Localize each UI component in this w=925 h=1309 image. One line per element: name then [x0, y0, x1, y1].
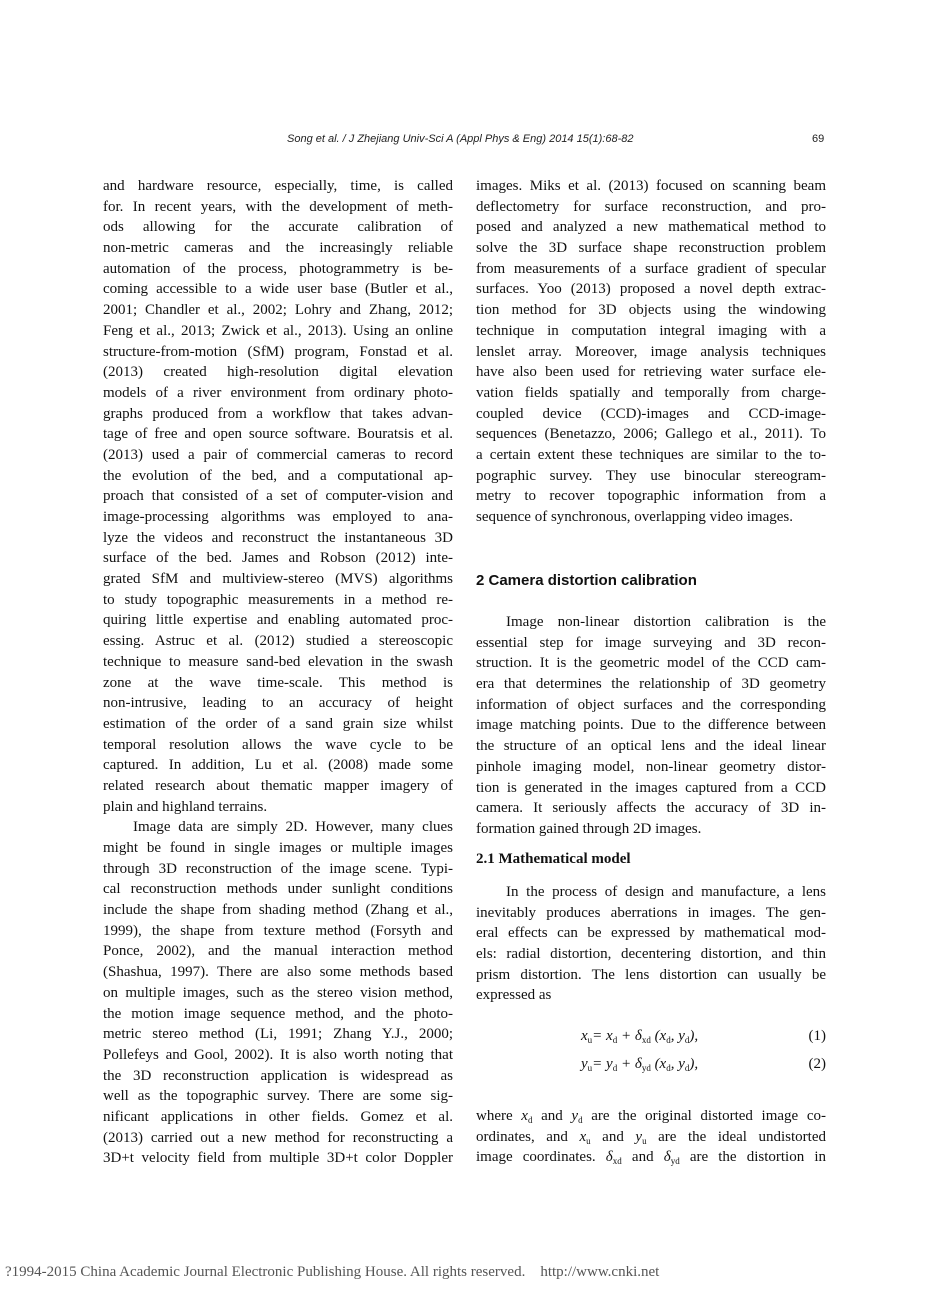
text-line: (2013) used a pair of commercial cameras to record: [103, 446, 453, 463]
equation-part: d: [612, 1035, 618, 1045]
text-line: [476, 1147, 826, 1168]
text-part: u: [586, 1135, 591, 1146]
text-part: yd: [670, 1156, 680, 1167]
text-line: lyze the videos and reconstruct the instantaneous 3D: [103, 529, 453, 546]
equation-part: + δ: [617, 1056, 642, 1072]
text-line: the structure of an optical lens and the ideal linear: [476, 738, 826, 755]
text-line: well as the topographic survey. There are some sig-: [103, 1088, 453, 1105]
text-line: the evolution of the bed, and a computational ap-: [103, 467, 453, 484]
equation-part: y: [581, 1056, 588, 1072]
text-line: metry to recover topographic information from a: [476, 488, 826, 505]
text-line: include the shape from shading method (Zhang et al.,: [103, 902, 453, 919]
text-line: image matching points. Due to the difference between: [476, 717, 826, 734]
text-line: non-intrusive, leading to an accuracy of height: [103, 695, 453, 712]
text-line: temporal resolution allows the wave cycle to be: [103, 736, 453, 753]
copyright-footer: ?1994-2015 China Academic Journal Electronic Publishing House. All rights reserved. http://www.cnki.net: [5, 1264, 660, 1280]
text-line: Ponce, 2002), and the manual interaction method: [103, 943, 453, 960]
text-part: are the original distorted image co-: [582, 1108, 826, 1124]
equation-part: d: [666, 1063, 671, 1073]
equation-part: (x: [650, 1056, 667, 1072]
text-part: d: [578, 1115, 583, 1125]
text-part: and: [590, 1128, 636, 1145]
equation-part: u: [587, 1063, 593, 1073]
text-line: deflectometry for surface reconstruction, and pro-: [476, 198, 826, 215]
text-part: y: [571, 1108, 579, 1124]
text-line: on multiple images, such as the stereo vision method,: [103, 984, 453, 1001]
text-line: grated SfM and multiview-stereo (MVS) algorithms: [103, 571, 453, 588]
text-line: technique to measure sand-bed elevation in the swash: [103, 653, 453, 670]
text-line: (2013) carried out a new method for reconstructing a: [103, 1129, 453, 1146]
equation-part: + δ: [617, 1028, 642, 1044]
text-part: d: [527, 1115, 533, 1125]
text-line: essential step for image surveying and 3D recon-: [476, 634, 826, 651]
section-paragraph: [476, 612, 826, 840]
text-line: and hardware resource, especially, time, is called: [103, 178, 453, 194]
text-line: might be found in single images or multiple images: [103, 840, 453, 856]
text-part: u: [642, 1135, 647, 1146]
text-line: tion is generated in the images captured from a CCD: [476, 779, 826, 796]
text-line: models of a river environment from ordinary photo-: [103, 384, 453, 401]
equation-part: , y: [670, 1028, 685, 1044]
text-line: pinhole imaging model, non-linear geometry distor-: [476, 758, 826, 775]
text-line: cal reconstruction methods under sunlight conditions: [103, 881, 453, 898]
text-part: image coordinates.: [476, 1149, 606, 1166]
text-part: δ: [605, 1149, 613, 1166]
text-part: where: [476, 1108, 522, 1124]
text-line: Image non-linear distortion calibration is the: [506, 614, 826, 630]
text-line: surfaces. Yoo (2013) proposed a novel depth extrac-: [476, 281, 826, 298]
text-part: ordinates, and: [476, 1128, 580, 1145]
equation-1: [476, 1028, 826, 1050]
text-line: non-metric cameras and the increasingly reliable: [103, 240, 453, 257]
text-line: captured. In addition, Lu et al. (2008) made some: [103, 757, 453, 774]
text-line: Pollefeys and Gool, 2002). It is also worth noting that: [103, 1046, 453, 1063]
text-line: (2013) created high-resolution digital elevation: [103, 364, 453, 381]
text-line: 1999), the shape from texture method (Forsyth and: [103, 922, 453, 939]
text-line: sequence of synchronous, overlapping video images.: [476, 509, 793, 525]
text-line: tage of free and open source software. Bouratsis et al.: [103, 426, 453, 443]
page-number: 69: [812, 133, 825, 145]
text-line: tion method for 3D objects using the windowing: [476, 302, 826, 319]
text-line: ods allowing for the accurate calibration of: [103, 219, 453, 236]
text-part: x: [521, 1108, 528, 1124]
text-line: coupled device (CCD)-images and CCD-image-: [476, 405, 826, 422]
text-part: xd: [612, 1156, 622, 1167]
text-line: estimation of the order of a sand grain size whilst: [103, 715, 453, 732]
text-line: formation gained through 2D images.: [476, 820, 702, 837]
equation-part: d: [612, 1063, 618, 1073]
text-line: proach that consisted of a set of computer-vision and: [103, 488, 453, 505]
text-line: prism distortion. The lens distortion can usually be: [476, 966, 826, 983]
equation-2: [476, 1056, 826, 1078]
equation-number: (1): [808, 1028, 826, 1044]
text-line: automation of the process, photogrammetry is be-: [103, 260, 453, 277]
text-line: the 3D reconstruction application is widespread as: [103, 1067, 453, 1084]
equation-part: xd: [641, 1035, 651, 1045]
text-line: [476, 1127, 826, 1148]
equation-body: [581, 1028, 698, 1045]
text-line: structure-from-motion (SfM) program, Fonstad et al.: [103, 343, 453, 360]
text-line: zone at the wave time-scale. This method is: [103, 674, 453, 691]
text-line: to study topographic measurements in a method re-: [103, 591, 453, 608]
text-part: and: [621, 1149, 664, 1166]
subsection-heading: 2.1 Mathematical model: [476, 851, 631, 867]
text-line: related research about thematic mapper imagery of: [103, 777, 453, 794]
text-line: lenslet array. Moreover, image analysis techniques: [476, 343, 826, 360]
text-line: metric stereo method (Li, 1991; Zhang Y.J., 2000;: [103, 1026, 453, 1043]
text-line: expressed as: [476, 987, 552, 1004]
section-heading: 2 Camera distortion calibration: [476, 572, 697, 589]
equation-part: u: [587, 1035, 593, 1045]
where-paragraph: [476, 1106, 826, 1168]
text-part: δ: [663, 1149, 671, 1166]
equation-number: (2): [808, 1056, 826, 1072]
running-header: Song et al. / J Zhejiang Univ-Sci A (Appl Phys & Eng) 2014 15(1):68-82: [287, 133, 634, 145]
right-column-paragraph-1: [476, 176, 826, 528]
text-line: through 3D reconstruction of the image scene. Typi-: [103, 860, 453, 877]
text-part: are the distortion in: [679, 1149, 826, 1166]
text-line: els: radial distortion, decentering distortion, and thin: [476, 946, 826, 963]
text-line: surface of the bed. James and Robson (2012) inte-: [103, 550, 453, 567]
text-line: a certain extent these techniques are similar to the to-: [476, 446, 826, 463]
text-part: are the ideal undistorted: [646, 1128, 826, 1145]
text-line: coming accessible to a wide user base (Butler et al.,: [103, 281, 453, 298]
text-line: vation fields spatially and temporally from charge-: [476, 384, 826, 401]
text-line: pographic survey. They use binocular stereogram-: [476, 467, 826, 484]
text-line: image-processing algorithms was employed to ana-: [103, 509, 453, 525]
text-line: have also been used for retrieving water surface ele-: [476, 364, 826, 381]
equation-part: (x: [650, 1028, 667, 1044]
equation-part: = x: [592, 1028, 613, 1044]
model-paragraph: [476, 882, 826, 1006]
text-line: images. Miks et al. (2013) focused on scanning beam: [476, 178, 826, 194]
text-line: 2001; Chandler et al., 2002; Lohry and Zhang, 2012;: [103, 302, 453, 319]
text-part: y: [635, 1128, 643, 1145]
text-line: posed and analyzed a new mathematical method to: [476, 219, 826, 236]
text-line: for. In recent years, with the development of meth-: [103, 198, 453, 215]
text-line: camera. It seriously affects the accuracy of 3D in-: [476, 800, 826, 817]
equation-part: x: [581, 1028, 588, 1044]
text-line: 3D+t velocity field from multiple 3D+t color Doppler: [103, 1150, 453, 1167]
text-line: (Shashua, 1997). There are also some methods based: [103, 964, 453, 981]
equation-part: = y: [592, 1056, 613, 1072]
text-line: struction. It is the geometric model of the CCD cam-: [476, 655, 826, 672]
left-column: [103, 176, 453, 1169]
text-line: Image data are simply 2D. However, many clues: [133, 819, 453, 836]
text-line: [476, 1106, 826, 1127]
text-part: x: [579, 1128, 587, 1145]
text-line: information of object surfaces and the corresponding: [476, 696, 826, 713]
text-line: the motion image sequence method, and the photo-: [103, 1005, 453, 1022]
equation-part: ),: [689, 1056, 699, 1072]
equation-part: ),: [689, 1028, 699, 1044]
text-line: quiring little expertise and enabling automated proc-: [103, 612, 453, 629]
text-line: essing. Astruc et al. (2012) studied a stereoscopic: [103, 633, 453, 650]
text-line: sequences (Benetazzo, 2006; Gallego et al., 2011). To: [476, 426, 826, 443]
text-part: and: [532, 1108, 572, 1124]
equation-part: d: [684, 1063, 690, 1073]
text-line: solve the 3D surface shape reconstruction problem: [476, 240, 826, 257]
text-line: from measurements of a surface gradient of specular: [476, 260, 826, 277]
equation-body: [581, 1056, 698, 1073]
text-line: In the process of design and manufacture, a lens: [506, 884, 826, 900]
text-line: inevitably produces aberrations in images. The gen-: [476, 904, 826, 921]
text-line: era that determines the relationship of 3D geometry: [476, 676, 826, 693]
equation-part: , y: [670, 1056, 685, 1072]
text-line: eral effects can be expressed by mathematical mod-: [476, 925, 826, 942]
equation-part: d: [666, 1035, 671, 1045]
equation-part: d: [684, 1035, 690, 1045]
text-line: technique in computation integral imaging with a: [476, 322, 826, 339]
text-line: graphs produced from a workflow that takes advan-: [103, 405, 453, 422]
text-line: plain and highland terrains.: [103, 798, 268, 815]
text-line: nificant applications in other fields. Gomez et al.: [103, 1108, 453, 1125]
text-line: Feng et al., 2013; Zwick et al., 2013). Using an online: [103, 322, 453, 339]
equation-part: yd: [641, 1063, 651, 1073]
